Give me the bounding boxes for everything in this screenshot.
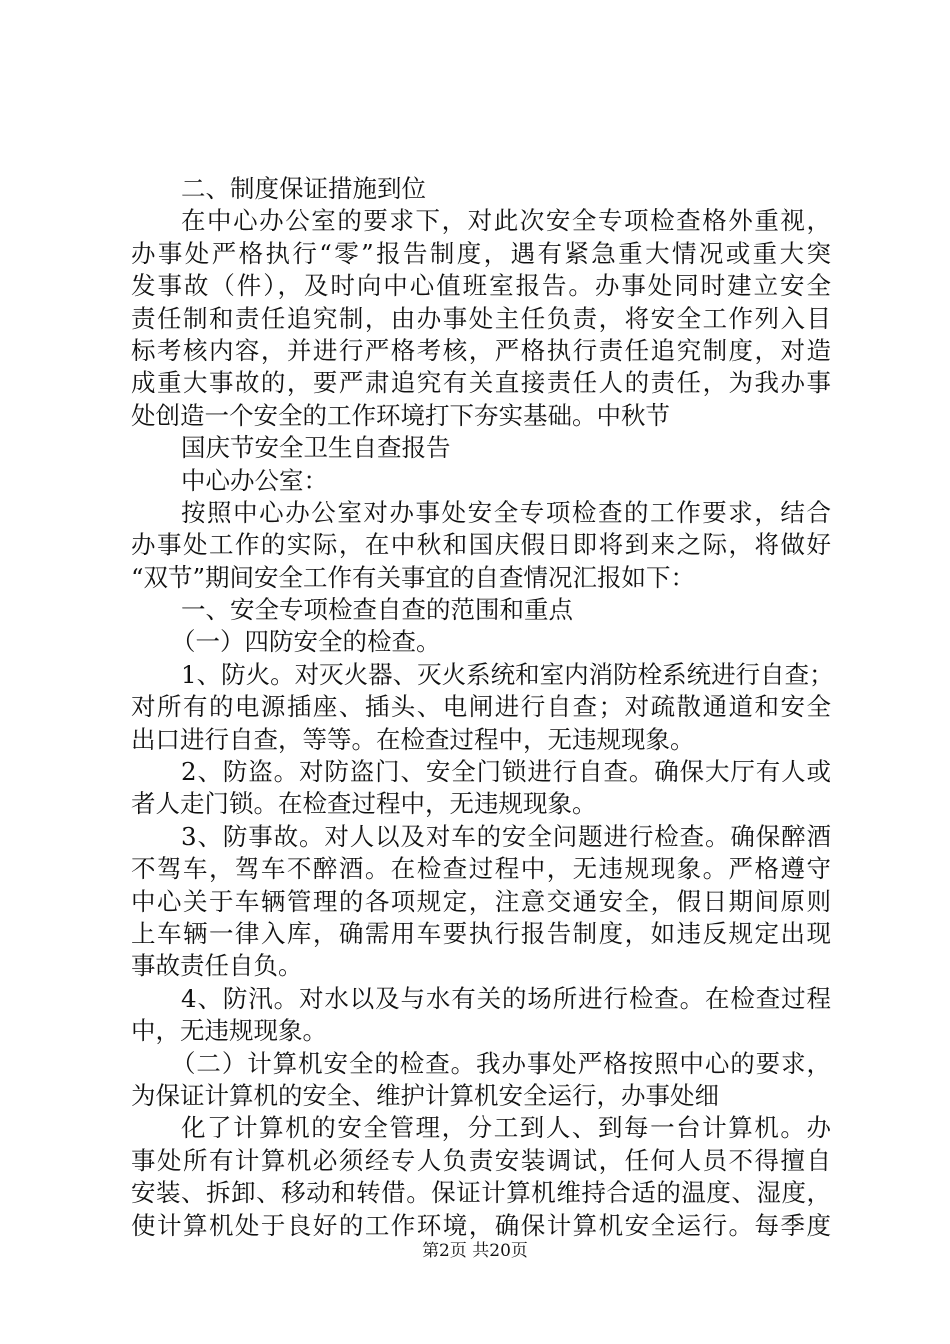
text-line: 中，无违规现象。: [131, 1016, 327, 1046]
document-body: [131, 173, 834, 1242]
text-line: 中心关于车辆管理的各项规定，注意交通安全，假日期间原则: [131, 886, 831, 916]
text-line: 处创造一个安全的工作环境打下夯实基础。中秋节: [131, 400, 670, 430]
text-line: （二）计算机安全的检查。我办事处严格按照中心的要求，: [171, 1048, 831, 1078]
text-line: 不驾车，驾车不醉酒。在检查过程中，无违规现象。严格遵守: [131, 854, 831, 884]
text-line: 办事处严格执行“零”报告制度，遇有紧急重大情况或重大突: [131, 238, 831, 268]
text-line: 中心办公室：: [181, 465, 328, 495]
text-line: 使计算机处于良好的工作环境，确保计算机安全运行。每季度: [131, 1210, 831, 1240]
text-line: 安装、拆卸、移动和转借。保证计算机维持合适的温度、湿度，: [131, 1178, 831, 1208]
text-line: “双节”期间安全工作有关事宜的自查情况汇报如下：: [131, 562, 696, 592]
text-line: 责任制和责任追究制，由办事处主任负责，将安全工作列入目: [131, 303, 831, 333]
text-line: 事处所有计算机必须经专人负责安装调试，任何人员不得擅自: [131, 1145, 831, 1175]
text-line: （一）四防安全的检查。: [171, 627, 441, 657]
text-line: 上车辆一律入库，确需用车要执行报告制度，如违反规定出现: [131, 918, 831, 948]
text-line: 3、防事故。对人以及对车的安全问题进行检查。确保醉酒: [181, 821, 831, 851]
text-line: 一、安全专项检查自查的范围和重点: [181, 595, 573, 625]
text-line: 办事处工作的实际，在中秋和国庆假日即将到来之际，将做好: [131, 530, 831, 560]
text-line: 标考核内容，并进行严格考核，严格执行责任追究制度，对造: [131, 335, 831, 365]
page-footer: 第2页 共20页: [422, 1241, 528, 1261]
text-line: 为保证计算机的安全、维护计算机安全运行，办事处细: [131, 1080, 719, 1110]
text-line: 国庆节安全卫生自查报告: [181, 433, 451, 463]
text-line: 4、防汛。对水以及与水有关的场所进行检查。在检查过程: [181, 983, 831, 1013]
text-line: 在中心办公室的要求下，对此次安全专项检查格外重视，: [181, 206, 831, 236]
text-line: 1、防火。对灭火器、灭火系统和室内消防栓系统进行自查；: [181, 659, 834, 689]
text-line: 2、防盗。对防盗门、安全门锁进行自查。确保大厅有人或: [181, 757, 831, 787]
text-line: 事故责任自负。: [131, 951, 303, 981]
text-line: 成重大事故的，要严肃追究有关直接责任人的责任，为我办事: [131, 368, 831, 398]
text-line: 二、制度保证措施到位: [181, 174, 426, 203]
text-line: 对所有的电源插座、插头、电闸进行自查；对疏散通道和安全: [131, 692, 831, 722]
text-line: 按照中心办公室对办事处安全专项检查的工作要求，结合: [181, 497, 831, 527]
text-line: 者人走门锁。在检查过程中，无违规现象。: [131, 789, 597, 819]
text-line: 化了计算机的安全管理，分工到人、到每一台计算机。办: [181, 1113, 831, 1143]
text-line: 发事故（件），及时向中心值班室报告。办事处同时建立安全: [131, 271, 831, 301]
text-line: 出口进行自查，等等。在检查过程中，无违规现象。: [131, 724, 695, 754]
